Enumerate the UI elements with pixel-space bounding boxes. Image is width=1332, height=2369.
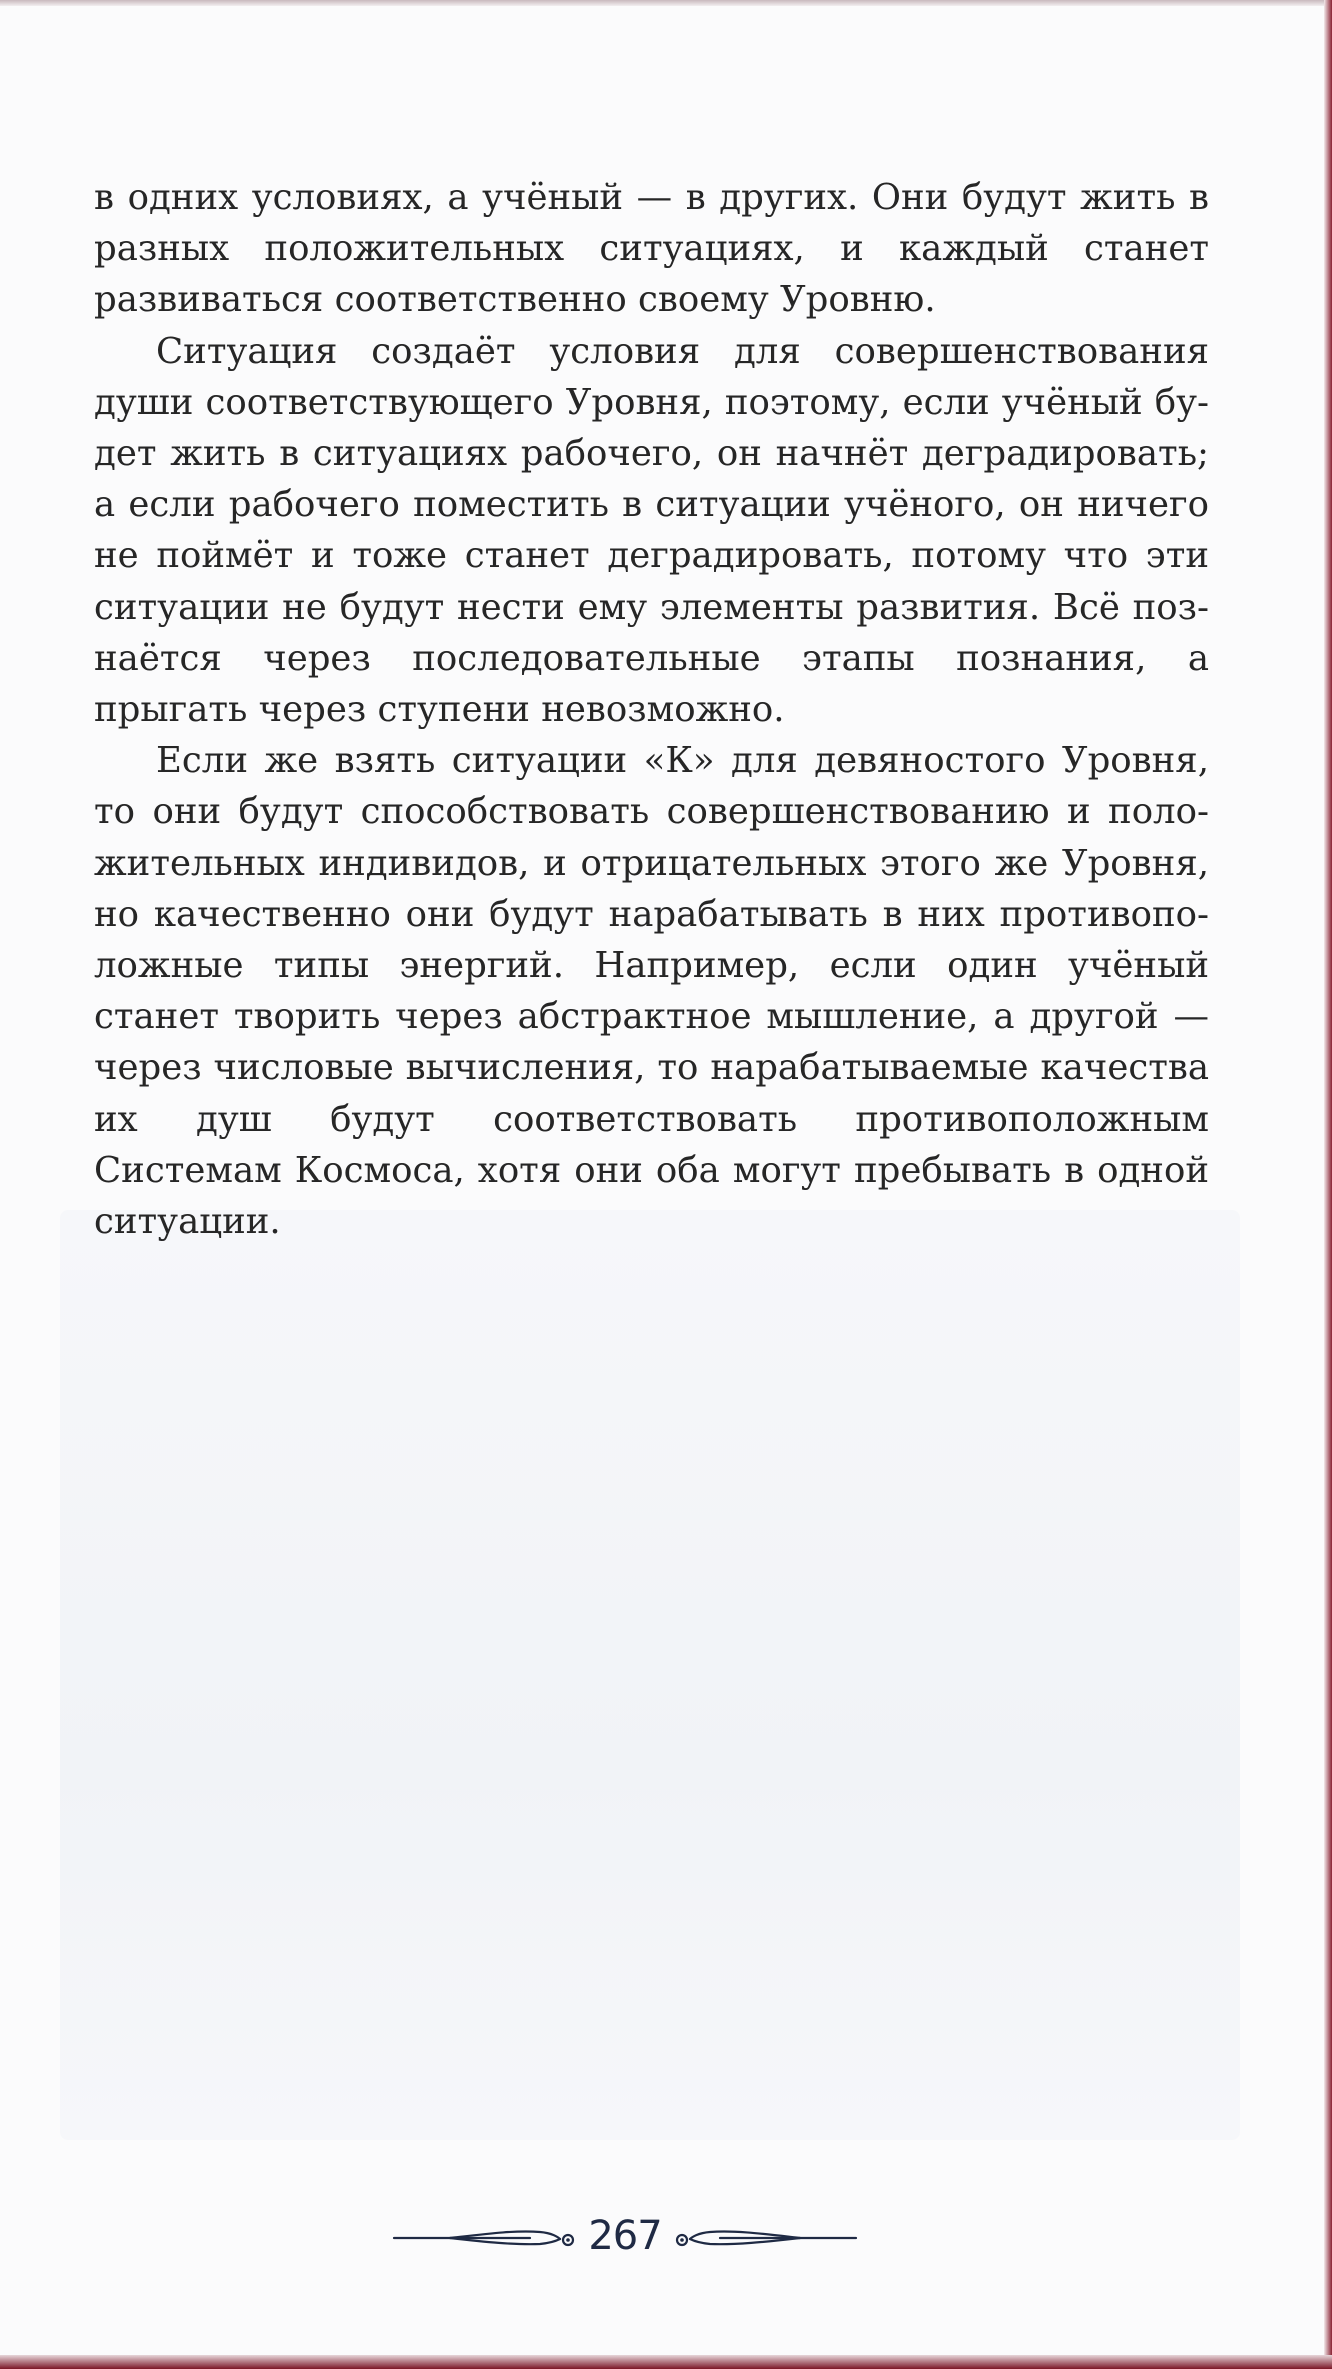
page-bottom-edge (0, 2355, 1332, 2369)
paragraph-3: Если же взять ситуации «К» для девяностого Уровня, то они будут способствовать совершенствованию и положительных индивидов, и отрицательных этого же Уровня, но качественно они будут нарабатывать в них противоположные типы энергий. Например, если один учёный станет творить через абстрактное мышление, а другой — через числовые вычисления, то нарабатываемые качества их душ будут соответствовать противоположным Системам Космоса, хотя они оба могут пребывать в одной ситуации. (94, 740, 1209, 1243)
page-top-edge (0, 0, 1332, 6)
show-through-area (60, 1210, 1240, 2140)
paragraph-2: Ситуация создаёт условия для совершенствования души соответствующего Уровня, поэтому, если учёный будет жить в ситуациях рабочего, он начнёт деградировать; а если рабочего поместить в ситуации учёного, он ничего не поймёт и тоже станет деградировать, потому что эти ситуации не будут нести ему элементы развития. Всё познаётся через последовательные этапы познания, а прыгать через ступени невозможно. (94, 330, 1209, 731)
body-text (94, 172, 1209, 1247)
page-right-edge (1324, 0, 1332, 2369)
page-number: 267 (588, 2213, 662, 2259)
paragraph-1: в одних условиях, а учёный — в других. Они будут жить в разных положительных ситуациях, и каждый станет развиваться соответственно своему Уровню. (94, 177, 1209, 321)
page-footer-ornament (390, 2208, 860, 2264)
